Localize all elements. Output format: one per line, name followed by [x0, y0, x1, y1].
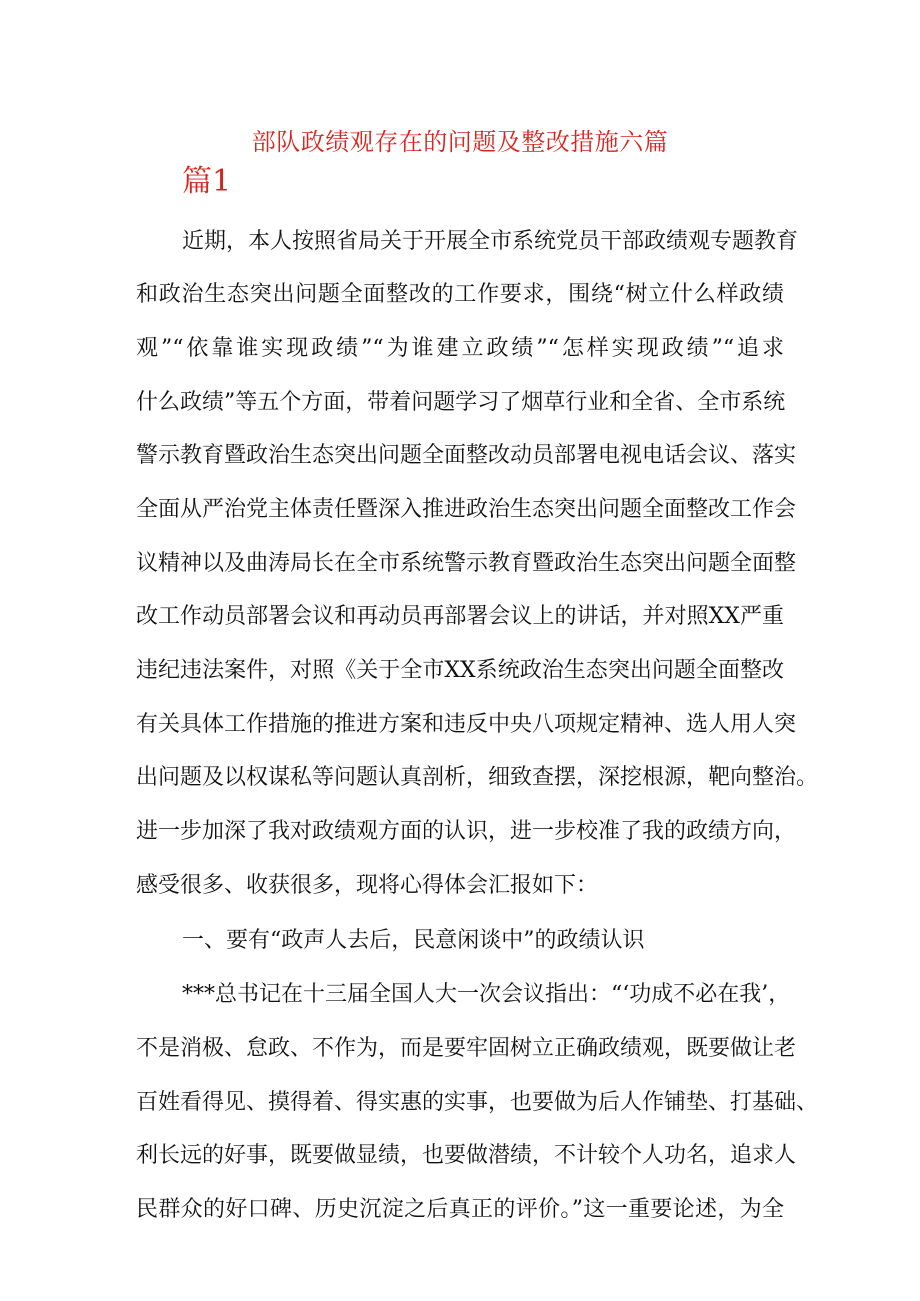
body-line: 观”“依靠谁实现政绩”“为谁建立政绩”“怎样实现政绩”“追求 — [136, 336, 784, 361]
section-heading: 一、要有“政声人去后，民意闲谈中”的政绩认识 — [182, 928, 645, 953]
body-line: 进一步加深了我对政绩观方面的认识，进一步校准了我的政绩方向， — [136, 819, 797, 844]
body-line: 和政治生态突出问题全面整改的工作要求，围绕“树立什么样政绩 — [136, 282, 784, 307]
chapter-label: 篇1 — [182, 164, 232, 199]
body-line: 感受很多、收获很多，现将心得体会汇报如下： — [136, 873, 599, 898]
body-line: 什么政绩”等五个方面，带着问题学习了烟草行业和全省、全市系统 — [136, 390, 786, 415]
body-line: 全面从严治党主体责任暨深入推进政治生态突出问题全面整改工作会 — [136, 497, 797, 522]
body-line: 改工作动员部署会议和再动员再部署会议上的讲话，并对照XX严重 — [136, 604, 784, 629]
body-line: 议精神以及曲涛局长在全市系统警示教育暨政治生态突出问题全面整 — [136, 551, 797, 576]
body-line: 百姓看得见、摸得着、得实惠的实事，也要做为后人作铺垫、打基础、 — [136, 1090, 819, 1115]
body-line: 有关具体工作措施的推进方案和违反中央八项规定精神、选人用人突 — [136, 712, 797, 737]
body-line: 近期，本人按照省局关于开展全市系统党员干部政绩观专题教育 — [182, 229, 799, 254]
body-line: 不是消极、怠政、不作为，而是要牢固树立正确政绩观，既要做让老 — [136, 1036, 797, 1061]
body-line: ***总书记在十三届全国人大一次会议指出：“‘功成不必在我’， — [182, 982, 791, 1007]
document-title: 部队政绩观存在的问题及整改措施六篇 — [251, 128, 669, 156]
body-line: 出问题及以权谋私等问题认真剖析，细致查摆，深挖根源，靶向整治。 — [136, 765, 819, 790]
body-line: 警示教育暨政治生态突出问题全面整改动员部署电视电话会议、落实 — [136, 443, 797, 468]
body-line: 违纪违法案件，对照《关于全市XX系统政治生态突出问题全面整改 — [136, 658, 784, 683]
body-line: 利长远的好事，既要做显绩，也要做潜绩，不计较个人功名，追求人 — [136, 1143, 797, 1168]
body-line: 民群众的好口碑、历史沉淀之后真正的评价。”这一重要论述，为全 — [136, 1197, 784, 1222]
